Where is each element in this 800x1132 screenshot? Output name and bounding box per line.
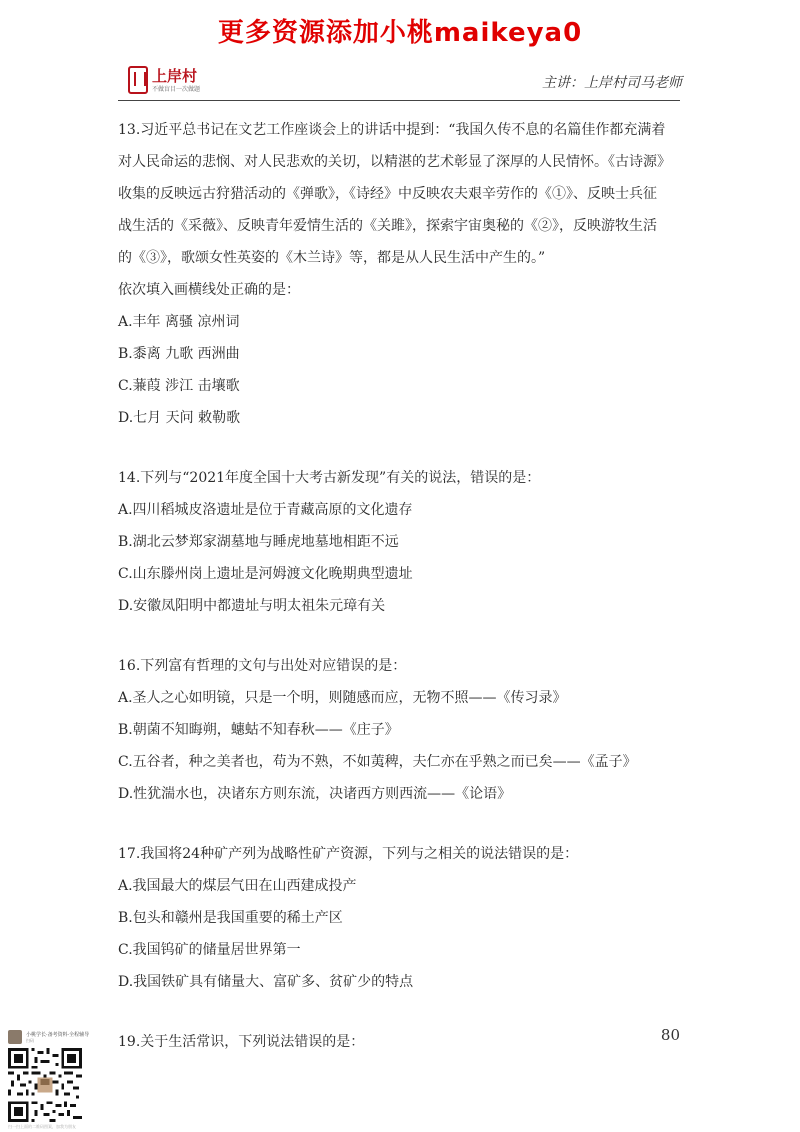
option-b: B.包头和赣州是我国重要的稀土产区 bbox=[118, 910, 343, 926]
avatar bbox=[8, 1030, 22, 1044]
logo-tagline: 不做盲目一次做题 bbox=[152, 86, 201, 93]
option-b: B.黍离 九歌 西洲曲 bbox=[118, 346, 240, 362]
question-14 bbox=[118, 462, 684, 622]
question-text-line: 19.关于生活常识，下列说法错误的是： bbox=[118, 1034, 365, 1050]
qr-code-icon[interactable] bbox=[8, 1048, 82, 1122]
question-text-line: 17.我国将24种矿产列为战略性矿产资源，下列与之相关的说法错误的是： bbox=[118, 846, 579, 862]
watermark-banner: 更多资源添加小桃maikeya0 bbox=[217, 18, 583, 48]
question-13 bbox=[118, 114, 684, 434]
question-17 bbox=[118, 838, 684, 998]
header-divider bbox=[118, 100, 680, 101]
question-list bbox=[118, 114, 684, 1058]
question-text-line: 对人民命运的悲悯、对人民悲欢的关切，以精湛的艺术彰显了深厚的人民情怀。《古诗源》 bbox=[118, 154, 671, 170]
question-text-line: 14.下列与“2021年度全国十大考古新发现”有关的说法，错误的是： bbox=[118, 470, 541, 486]
lecturer-label: 主讲：上岸村司马老师 bbox=[542, 75, 682, 91]
question-text-line: 收集的反映远古狩猎活动的《弹歌》，《诗经》中反映农夫艰辛劳作的《①》、反映士兵征 bbox=[118, 186, 657, 202]
page-number: 80 bbox=[660, 1026, 680, 1044]
qr-subcaption: 扫码 bbox=[26, 1038, 34, 1043]
option-d: D.安徽凤阳明中都遗址与明太祖朱元璋有关 bbox=[118, 598, 386, 614]
question-text-line: 战生活的《采薇》、反映青年爱情生活的《关雎》，探索宇宙奥秘的《②》，反映游牧生活 bbox=[118, 218, 657, 234]
option-b: B.湖北云梦郑家湖墓地与睡虎地墓地相距不远 bbox=[118, 534, 399, 550]
question-text-line: 13.习近平总书记在文艺工作座谈会上的讲话中提到：“我国久传不息的名篇佳作都充满着 bbox=[118, 122, 666, 138]
logo-seal-icon bbox=[128, 66, 148, 94]
option-b: B.朝菌不知晦朔，蟪蛄不知春秋——《庄子》 bbox=[118, 722, 399, 738]
option-a: A.圣人之心如明镜，只是一个明，则随感而应，无物不照——《传习录》 bbox=[118, 690, 567, 706]
option-d: D.性犹湍水也，决诸东方则东流，决诸西方则西流——《论语》 bbox=[118, 786, 512, 802]
qr-caption: 小桃学长·备考资料·全程辅导 bbox=[26, 1032, 90, 1038]
brand-logo bbox=[128, 66, 238, 96]
option-a: A.我国最大的煤层气田在山西建成投产 bbox=[118, 878, 357, 894]
question-text-line: 16.下列富有哲理的文句与出处对应错误的是： bbox=[118, 658, 407, 674]
option-a: A.丰年 离骚 凉州词 bbox=[118, 314, 240, 330]
option-d: D.七月 天问 敕勒歌 bbox=[118, 410, 241, 426]
question-16 bbox=[118, 650, 684, 810]
option-c: C.五谷者，种之美者也，苟为不熟，不如荑稗，夫仁亦在乎熟之而已矣——《孟子》 bbox=[118, 754, 637, 770]
option-c: C.我国钨矿的储量居世界第一 bbox=[118, 942, 301, 958]
qr-footer-text: 扫一扫上面的二维码图案，加我为朋友 bbox=[8, 1124, 76, 1129]
option-c: C.山东滕州岗上遗址是河姆渡文化晚期典型遗址 bbox=[118, 566, 413, 582]
option-a: A.四川稻城皮洛遗址是位于青藏高原的文化遗存 bbox=[118, 502, 413, 518]
question-prompt: 依次填入画横线处正确的是： bbox=[118, 282, 300, 298]
option-c: C.蒹葭 涉江 击壤歌 bbox=[118, 378, 240, 394]
option-d: D.我国铁矿具有储量大、富矿多、贫矿少的特点 bbox=[118, 974, 414, 990]
logo-name: 上岸村 bbox=[152, 67, 198, 85]
question-19 bbox=[118, 1026, 684, 1058]
question-text-line: 的《③》，歌颂女性英姿的《木兰诗》等，都是从人民生活中产生的。” bbox=[118, 250, 546, 266]
